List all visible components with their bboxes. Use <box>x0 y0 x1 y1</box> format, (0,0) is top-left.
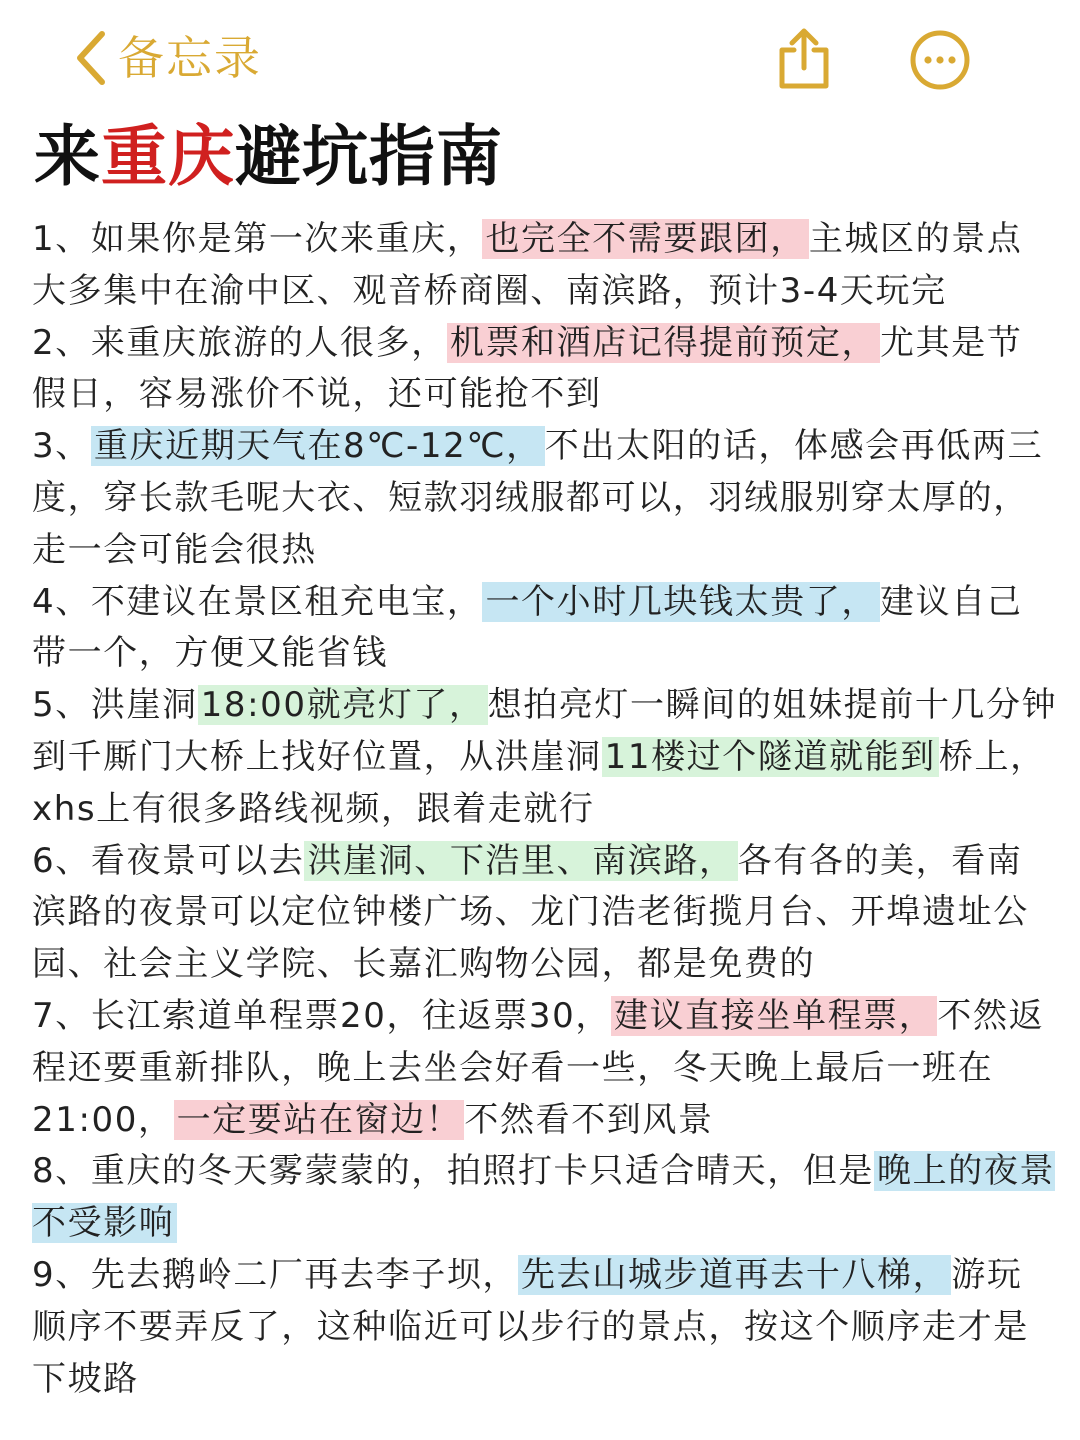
note-text: 9、先去鹅岭二厂再去李子坝， <box>32 1254 519 1295</box>
highlighted-text: 机票和酒店记得提前预定， <box>447 323 880 363</box>
note-text: 尤其是节假日，容易涨价不说，还可能抢不到 <box>32 322 1023 415</box>
note-text: 2、来重庆旅游的人很多， <box>32 322 447 363</box>
highlighted-text: 晚上的夜景不受影响 <box>32 1151 1056 1244</box>
title-suffix: 避坑指南 <box>235 118 503 195</box>
back-label: 备忘录 <box>118 31 262 85</box>
note-text: 4、不建议在景区租充电宝， <box>32 581 483 622</box>
highlighted-text: 一个小时几块钱太贵了， <box>482 582 880 622</box>
share-icon <box>774 26 834 92</box>
highlighted-text: 11楼过个隧道就能到 <box>602 737 939 777</box>
highlighted-text: 洪崖洞、下浩里、南滨路， <box>304 841 737 881</box>
note-body[interactable] <box>32 214 1058 1405</box>
title-prefix: 来 <box>34 118 101 195</box>
note-item <box>32 1250 1058 1405</box>
note-text: 不然返程还要重新排队，晚上去坐会好看一些，冬天晚上最后一班在21:00， <box>32 995 1045 1140</box>
note-item <box>32 680 1058 835</box>
note-text: 建议自己带一个，方便又能省钱 <box>32 581 1023 674</box>
note-text: 想拍亮灯一瞬间的姐妹提前十几分钟到千厮门大桥上找好位置，从洪崖洞 <box>32 685 1058 777</box>
note-text: 桥上，xhs上有很多路线视频，跟着走就行 <box>32 736 1046 829</box>
more-button[interactable] <box>908 28 972 92</box>
more-icon <box>908 28 972 92</box>
note-text: 7、长江索道单程票20，往返票30， <box>32 995 611 1036</box>
note-text: 1、如果你是第一次来重庆， <box>32 219 483 259</box>
note-item <box>32 214 1058 318</box>
note-item <box>32 421 1058 576</box>
highlighted-text: 也完全不需要跟团， <box>482 219 808 259</box>
highlighted-text: 建议直接坐单程票， <box>611 996 937 1036</box>
note-title <box>34 112 503 202</box>
note-text: 游玩顺序不要弄反了，这种临近可以步行的景点，按这个顺序走才是下坡路 <box>32 1254 1029 1399</box>
share-button[interactable] <box>774 26 834 92</box>
note-text: 6、看夜景可以去 <box>32 840 305 881</box>
chevron-left-icon <box>74 28 108 88</box>
note-item <box>32 1146 1058 1250</box>
top-nav-bar <box>0 0 1080 110</box>
note-item <box>32 836 1058 991</box>
highlighted-text: 一定要站在窗边！ <box>174 1100 465 1140</box>
title-highlight: 重庆 <box>101 118 235 195</box>
highlighted-text: 18:00就亮灯了， <box>198 685 488 725</box>
note-item <box>32 318 1058 422</box>
note-item <box>32 991 1058 1146</box>
back-button[interactable] <box>74 26 262 90</box>
note-text: 主城区的景点大多集中在渝中区、观音桥商圈、南滨路，预计3-4天玩完 <box>32 219 1023 311</box>
note-text: 不出太阳的话，体感会再低两三度，穿长款毛呢大衣、短款羽绒服都可以，羽绒服别穿太厚的，走一会可能会很热 <box>32 426 1044 570</box>
note-text: 3、 <box>32 426 91 467</box>
note-item <box>32 577 1058 681</box>
note-text: 8、重庆的冬天雾蒙蒙的，拍照打卡只适合晴天，但是 <box>32 1151 875 1192</box>
note-text: 不然看不到风景 <box>464 1099 714 1140</box>
note-text: 5、洪崖洞 <box>32 685 198 726</box>
note-text: 各有各的美，看南滨路的夜景可以定位钟楼广场、龙门浩老街揽月台、开埠遗址公园、社会主义学院、长嘉汇购物公园，都是免费的 <box>32 840 1029 985</box>
highlighted-text: 重庆近期天气在8℃-12℃， <box>91 426 545 466</box>
highlighted-text: 先去山城步道再去十八梯， <box>518 1255 951 1295</box>
